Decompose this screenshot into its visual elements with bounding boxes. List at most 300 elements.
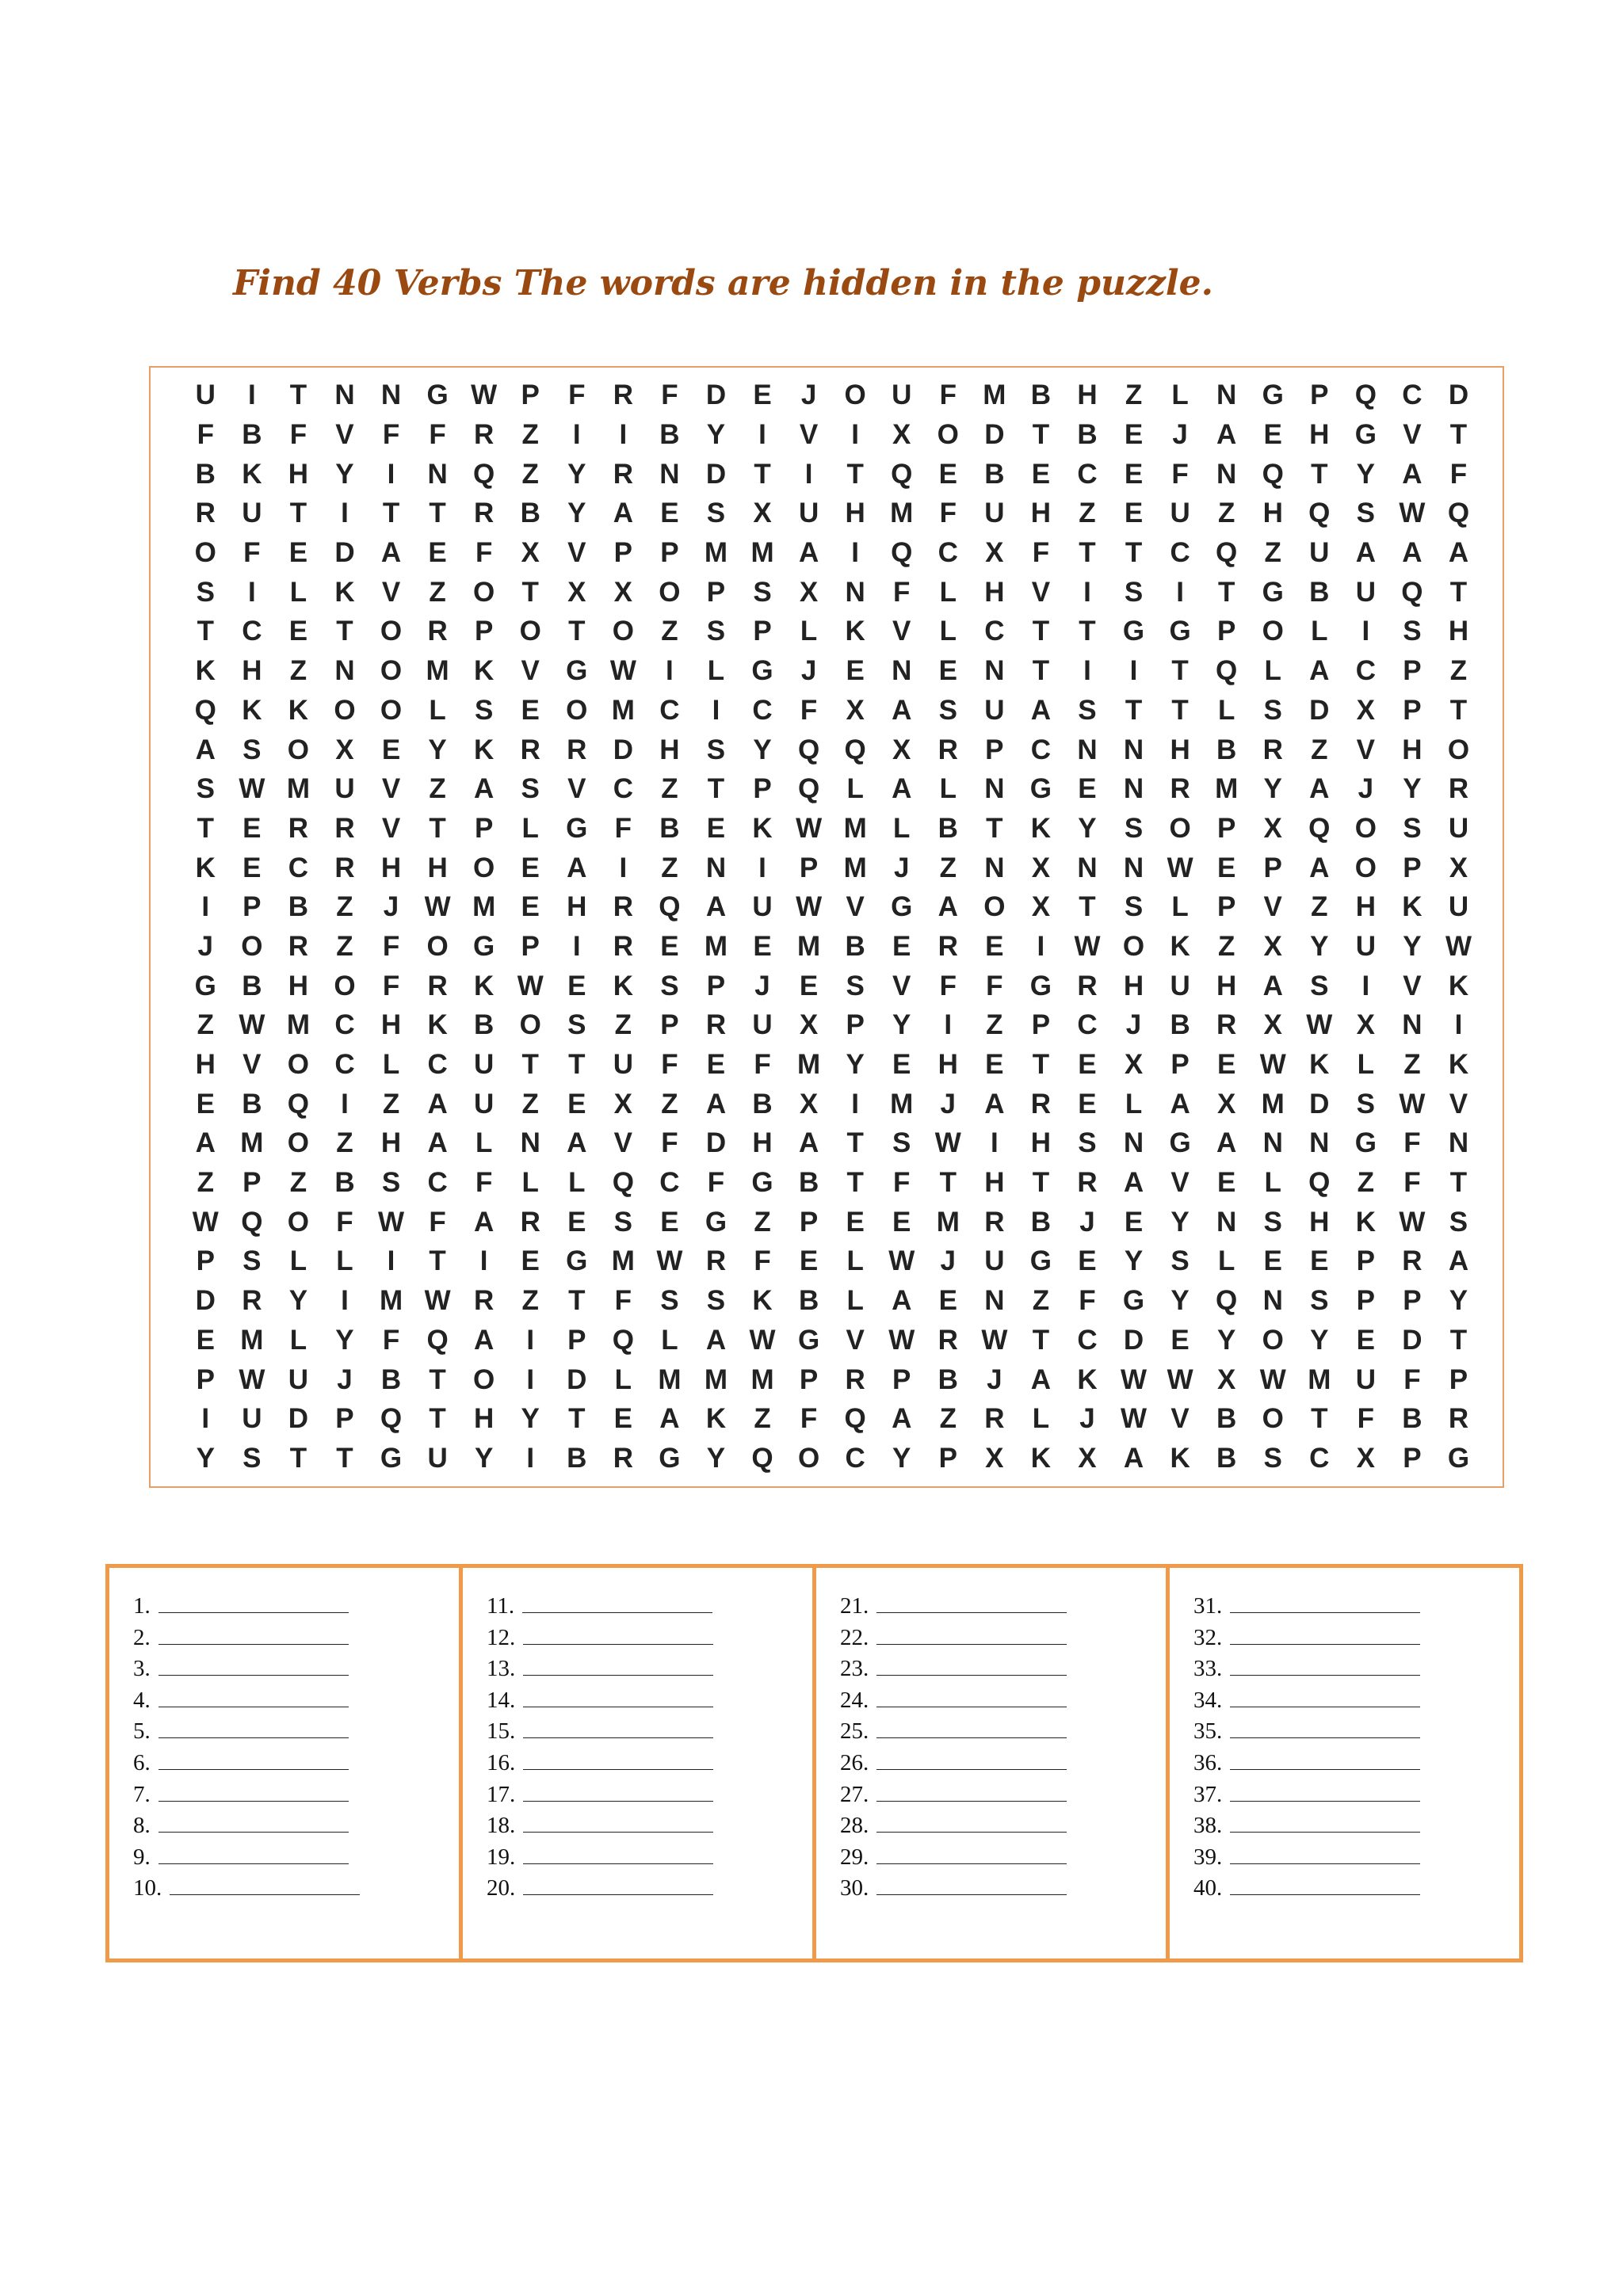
grid-letter[interactable]: H [288,970,309,1001]
answer-blank[interactable] [158,1810,349,1833]
grid-letter[interactable]: W [1167,1363,1193,1395]
grid-letter[interactable]: W [1259,1049,1286,1081]
grid-letter[interactable]: U [1355,576,1376,608]
grid-letter[interactable]: B [1216,734,1237,765]
grid-letter[interactable]: M [379,1285,403,1317]
grid-letter[interactable]: J [800,379,817,411]
grid-letter[interactable]: B [242,1088,262,1119]
grid-letter[interactable]: D [705,379,727,411]
answer-blank[interactable] [158,1622,349,1645]
grid-letter[interactable]: K [845,616,865,647]
grid-letter[interactable]: P [521,379,540,411]
grid-letter[interactable]: N [520,1127,540,1159]
grid-letter[interactable]: A [1402,537,1423,569]
grid-letter[interactable]: R [1077,1167,1098,1199]
grid-letter[interactable]: A [1309,655,1330,687]
grid-letter[interactable]: R [474,419,495,451]
grid-letter[interactable]: A [892,694,912,726]
grid-letter[interactable]: R [1216,1009,1237,1041]
grid-letter[interactable]: W [424,1285,451,1317]
grid-letter[interactable]: W [1445,930,1472,962]
grid-letter[interactable]: N [1123,734,1144,765]
grid-letter[interactable]: L [1264,1167,1281,1199]
grid-letter[interactable]: A [892,1285,912,1317]
grid-letter[interactable]: R [1262,734,1283,765]
grid-letter[interactable]: W [656,1245,683,1277]
answer-blank[interactable] [876,1779,1067,1802]
grid-letter[interactable]: U [752,891,773,923]
grid-letter[interactable]: V [1031,576,1051,608]
grid-letter[interactable]: P [938,1442,957,1474]
grid-letter[interactable]: Z [197,1167,214,1199]
grid-letter[interactable]: F [1357,1403,1375,1435]
grid-letter[interactable]: D [1309,694,1330,726]
grid-letter[interactable]: T [289,379,307,411]
grid-letter[interactable]: P [660,537,679,569]
grid-letter[interactable]: Y [288,1285,308,1317]
grid-letter[interactable]: S [938,694,957,726]
grid-letter[interactable]: M [1308,1363,1331,1395]
grid-letter[interactable]: F [614,812,632,844]
grid-letter[interactable]: I [1083,576,1091,608]
grid-letter[interactable]: E [567,1088,586,1119]
grid-letter[interactable]: O [380,694,403,726]
grid-letter[interactable]: Z [1125,379,1143,411]
answer-blank[interactable] [876,1841,1067,1864]
grid-letter[interactable]: P [1403,852,1422,883]
grid-letter[interactable]: Q [891,537,913,569]
grid-letter[interactable]: A [1030,1363,1052,1395]
grid-letter[interactable]: A [984,1088,1005,1119]
grid-letter[interactable]: X [1078,1442,1097,1474]
grid-letter[interactable]: Q [426,1324,449,1356]
grid-letter[interactable]: V [242,1049,262,1081]
grid-letter[interactable]: O [473,576,495,608]
answer-blank[interactable] [876,1653,1067,1676]
grid-letter[interactable]: H [288,458,309,490]
grid-letter[interactable]: F [1032,537,1050,569]
grid-letter[interactable]: F [382,930,400,962]
grid-letter[interactable]: E [1263,419,1282,451]
grid-letter[interactable]: E [706,1049,726,1081]
grid-letter[interactable]: S [381,1167,401,1199]
grid-letter[interactable]: X [1356,1009,1376,1041]
grid-letter[interactable]: L [614,1363,632,1395]
grid-letter[interactable]: D [195,1285,216,1317]
grid-letter[interactable]: O [334,694,356,726]
grid-letter[interactable]: W [609,655,636,687]
grid-letter[interactable]: L [707,655,725,687]
grid-letter[interactable]: S [521,773,540,805]
grid-letter[interactable]: U [1355,1363,1376,1395]
grid-letter[interactable]: P [1031,1009,1051,1041]
answer-blank[interactable] [523,1872,713,1895]
grid-letter[interactable]: L [800,616,818,647]
grid-letter[interactable]: X [1263,1009,1282,1041]
grid-letter[interactable]: V [892,970,911,1001]
grid-letter[interactable]: E [799,1245,819,1277]
grid-letter[interactable]: Y [1310,930,1329,962]
grid-letter[interactable]: F [382,1324,400,1356]
grid-letter[interactable]: H [1077,379,1098,411]
grid-letter[interactable]: I [990,1127,999,1159]
grid-letter[interactable]: X [1263,812,1282,844]
grid-letter[interactable]: P [335,1403,354,1435]
grid-letter[interactable]: H [752,1127,773,1159]
grid-letter[interactable]: N [380,379,402,411]
grid-letter[interactable]: L [1217,1245,1235,1277]
grid-letter[interactable]: Z [336,1127,353,1159]
grid-letter[interactable]: J [1079,1403,1095,1435]
grid-letter[interactable]: X [799,1088,819,1119]
grid-letter[interactable]: P [706,576,726,608]
grid-letter[interactable]: Q [844,1403,866,1435]
grid-letter[interactable]: O [1262,616,1284,647]
grid-letter[interactable]: T [429,1403,446,1435]
grid-letter[interactable]: F [1403,1127,1421,1159]
grid-letter[interactable]: O [983,891,1006,923]
grid-letter[interactable]: N [427,458,448,490]
grid-letter[interactable]: Z [754,1403,771,1435]
grid-letter[interactable]: A [798,537,819,569]
grid-letter[interactable]: C [427,1167,448,1199]
grid-letter[interactable]: N [1216,458,1237,490]
grid-letter[interactable]: R [984,1403,1005,1435]
grid-letter[interactable]: F [1171,458,1189,490]
grid-letter[interactable]: L [939,576,957,608]
grid-letter[interactable]: Q [1401,576,1423,608]
grid-letter[interactable]: L [1311,616,1328,647]
grid-letter[interactable]: V [381,812,401,844]
grid-letter[interactable]: C [1077,1324,1098,1356]
grid-letter[interactable]: F [661,1127,678,1159]
grid-letter[interactable]: O [380,655,403,687]
grid-letter[interactable]: L [1125,1088,1143,1119]
grid-letter[interactable]: T [939,1167,957,1199]
grid-letter[interactable]: Y [1449,1285,1468,1317]
grid-letter[interactable]: J [800,655,817,687]
grid-letter[interactable]: B [380,1363,402,1395]
grid-letter[interactable]: Y [892,1009,911,1041]
answer-blank[interactable] [1230,1779,1420,1802]
grid-letter[interactable]: G [1262,576,1284,608]
grid-letter[interactable]: U [474,1049,495,1081]
grid-letter[interactable]: L [939,616,957,647]
grid-letter[interactable]: N [892,655,912,687]
grid-letter[interactable]: T [1311,1403,1328,1435]
grid-letter[interactable]: J [940,1245,957,1277]
grid-letter[interactable]: C [752,694,773,726]
grid-letter[interactable]: G [705,1206,727,1238]
grid-letter[interactable]: O [241,930,263,962]
grid-letter[interactable]: N [1123,773,1144,805]
grid-letter[interactable]: T [1032,419,1050,451]
grid-letter[interactable]: R [613,458,633,490]
grid-letter[interactable]: N [845,576,865,608]
grid-letter[interactable]: Z [1311,734,1328,765]
grid-letter[interactable]: S [1356,498,1376,529]
grid-letter[interactable]: F [336,1206,353,1238]
grid-letter[interactable]: E [753,930,772,962]
grid-letter[interactable]: F [661,1049,678,1081]
grid-letter[interactable]: E [196,1088,215,1119]
grid-letter[interactable]: I [1176,576,1184,608]
grid-letter[interactable]: F [568,379,586,411]
grid-letter[interactable]: H [380,852,402,883]
answer-blank[interactable] [158,1747,349,1770]
grid-letter[interactable]: R [474,1285,495,1317]
grid-letter[interactable]: E [660,1206,679,1238]
grid-letter[interactable]: Q [1308,498,1331,529]
grid-letter[interactable]: O [844,379,866,411]
grid-letter[interactable]: W [1167,852,1193,883]
grid-letter[interactable]: M [750,537,774,569]
grid-letter[interactable]: E [892,930,911,962]
grid-letter[interactable]: K [334,576,355,608]
grid-letter[interactable]: A [659,1403,680,1435]
grid-letter[interactable]: Y [1403,773,1422,805]
grid-letter[interactable]: K [1309,1049,1330,1081]
grid-letter[interactable]: O [612,616,634,647]
grid-letter[interactable]: M [704,1363,728,1395]
answer-blank[interactable] [523,1747,713,1770]
grid-letter[interactable]: E [521,1245,540,1277]
grid-letter[interactable]: S [1356,1088,1376,1119]
grid-letter[interactable]: H [567,891,587,923]
grid-letter[interactable]: H [1216,970,1237,1001]
answer-blank[interactable] [523,1684,713,1707]
grid-letter[interactable]: F [382,419,400,451]
grid-letter[interactable]: T [429,498,446,529]
grid-letter[interactable]: N [984,1285,1005,1317]
grid-letter[interactable]: J [754,970,770,1001]
grid-letter[interactable]: E [1216,1167,1236,1199]
grid-letter[interactable]: Q [1262,458,1284,490]
grid-letter[interactable]: Z [382,1088,400,1119]
grid-letter[interactable]: S [613,1206,633,1238]
grid-letter[interactable]: A [567,852,587,883]
grid-letter[interactable]: I [758,419,766,451]
grid-letter[interactable]: P [1403,1285,1422,1317]
grid-letter[interactable]: O [287,1206,310,1238]
grid-letter[interactable]: M [240,1324,264,1356]
grid-letter[interactable]: U [752,1009,773,1041]
grid-letter[interactable]: Z [289,1167,307,1199]
grid-letter[interactable]: J [1358,773,1374,805]
grid-letter[interactable]: R [520,1206,540,1238]
grid-letter[interactable]: Q [797,773,820,805]
grid-letter[interactable]: K [1170,930,1190,962]
grid-letter[interactable]: W [1306,1009,1333,1041]
grid-letter[interactable]: Z [1357,1167,1375,1199]
grid-letter[interactable]: W [1259,1363,1286,1395]
grid-letter[interactable]: B [1309,576,1330,608]
grid-letter[interactable]: O [380,616,403,647]
answer-blank[interactable] [523,1810,713,1833]
grid-letter[interactable]: X [335,734,354,765]
grid-letter[interactable]: T [1125,537,1143,569]
grid-letter[interactable]: Q [844,734,866,765]
grid-letter[interactable]: M [936,1206,960,1238]
grid-letter[interactable]: J [383,891,399,923]
grid-letter[interactable]: T [1311,458,1328,490]
grid-letter[interactable]: T [1449,1167,1468,1199]
grid-letter[interactable]: I [479,1245,488,1277]
grid-letter[interactable]: C [613,773,633,805]
grid-letter[interactable]: E [938,655,957,687]
grid-letter[interactable]: Q [797,734,820,765]
grid-letter[interactable]: N [1262,1127,1283,1159]
grid-letter[interactable]: R [984,1206,1005,1238]
grid-letter[interactable]: A [474,1324,495,1356]
grid-letter[interactable]: F [429,419,446,451]
grid-letter[interactable]: E [846,1206,865,1238]
grid-letter[interactable]: G [751,1167,773,1199]
grid-letter[interactable]: M [240,1127,264,1159]
grid-letter[interactable]: M [750,1363,774,1395]
grid-letter[interactable]: S [567,1009,586,1041]
grid-letter[interactable]: C [1030,734,1052,765]
grid-letter[interactable]: R [334,812,355,844]
grid-letter[interactable]: C [1077,1009,1098,1041]
grid-letter[interactable]: J [1079,1206,1095,1238]
grid-letter[interactable]: F [800,1403,818,1435]
grid-letter[interactable]: E [1078,1245,1097,1277]
grid-letter[interactable]: Q [1308,1167,1331,1199]
grid-letter[interactable]: S [196,576,215,608]
grid-letter[interactable]: J [197,930,214,962]
grid-letter[interactable]: V [521,655,540,687]
grid-letter[interactable]: R [427,970,448,1001]
grid-letter[interactable]: I [247,576,256,608]
grid-letter[interactable]: Y [1216,1324,1236,1356]
grid-letter[interactable]: O [566,694,588,726]
grid-letter[interactable]: A [427,1127,448,1159]
grid-letter[interactable]: F [1449,458,1468,490]
grid-letter[interactable]: M [983,379,1006,411]
grid-letter[interactable]: Z [1217,930,1235,962]
grid-letter[interactable]: S [1124,576,1144,608]
grid-letter[interactable]: C [334,1009,355,1041]
grid-letter[interactable]: F [289,419,307,451]
grid-letter[interactable]: Y [1170,1206,1190,1238]
grid-letter[interactable]: J [1172,419,1188,451]
grid-letter[interactable]: F [754,1049,771,1081]
grid-letter[interactable]: R [705,1245,727,1277]
grid-letter[interactable]: N [1402,1009,1423,1041]
grid-letter[interactable]: I [619,419,628,451]
grid-letter[interactable]: S [892,1127,911,1159]
grid-letter[interactable]: P [799,852,819,883]
grid-letter[interactable]: F [243,537,261,569]
grid-letter[interactable]: K [1402,891,1423,923]
grid-letter[interactable]: D [288,1403,309,1435]
grid-letter[interactable]: S [1124,812,1144,844]
grid-letter[interactable]: P [1263,852,1282,883]
grid-letter[interactable]: I [526,1442,535,1474]
grid-letter[interactable]: Z [521,1285,539,1317]
grid-letter[interactable]: N [984,852,1005,883]
grid-letter[interactable]: P [196,1363,215,1395]
grid-letter[interactable]: V [1170,1167,1190,1199]
grid-letter[interactable]: T [336,616,353,647]
grid-letter[interactable]: G [1169,1127,1191,1159]
grid-letter[interactable]: U [798,498,819,529]
grid-letter[interactable]: Z [429,773,446,805]
grid-letter[interactable]: N [334,655,355,687]
grid-letter[interactable]: P [474,616,494,647]
grid-letter[interactable]: T [1449,576,1468,608]
grid-letter[interactable]: F [986,970,1003,1001]
grid-letter[interactable]: A [1216,419,1237,451]
grid-letter[interactable]: N [1216,379,1237,411]
grid-letter[interactable]: P [1356,1245,1376,1277]
grid-letter[interactable]: E [242,852,262,883]
grid-letter[interactable]: W [1399,1206,1426,1238]
grid-letter[interactable]: S [1310,1285,1329,1317]
grid-letter[interactable]: F [382,970,400,1001]
grid-letter[interactable]: R [1170,773,1190,805]
grid-letter[interactable]: I [666,655,674,687]
grid-letter[interactable]: M [890,1088,914,1119]
grid-letter[interactable]: W [796,891,823,923]
grid-letter[interactable]: G [1122,616,1145,647]
grid-letter[interactable]: I [1129,655,1138,687]
grid-letter[interactable]: U [242,1403,262,1435]
grid-letter[interactable]: M [426,655,449,687]
grid-letter[interactable]: P [1170,1049,1190,1081]
grid-letter[interactable]: J [337,1363,353,1395]
grid-letter[interactable]: T [197,812,214,844]
grid-letter[interactable]: T [336,1442,353,1474]
grid-letter[interactable]: V [846,1324,865,1356]
grid-letter[interactable]: U [195,379,216,411]
grid-letter[interactable]: C [334,1049,355,1081]
grid-letter[interactable]: U [474,1088,495,1119]
grid-letter[interactable]: B [659,812,680,844]
grid-letter[interactable]: Z [1264,537,1281,569]
grid-letter[interactable]: X [1449,852,1468,883]
grid-letter[interactable]: R [427,616,448,647]
grid-letter[interactable]: E [1078,1088,1097,1119]
grid-letter[interactable]: B [1216,1403,1237,1435]
grid-letter[interactable]: Z [521,419,539,451]
grid-letter[interactable]: S [242,1442,262,1474]
grid-letter[interactable]: K [1030,812,1052,844]
grid-letter[interactable]: D [705,1127,727,1159]
grid-letter[interactable]: X [892,419,911,451]
grid-letter[interactable]: M [797,930,821,962]
answer-blank[interactable] [523,1715,713,1738]
grid-letter[interactable]: T [1079,616,1096,647]
grid-letter[interactable]: Z [661,773,678,805]
grid-letter[interactable]: Y [335,1324,354,1356]
grid-letter[interactable]: E [196,1324,215,1356]
grid-letter[interactable]: U [1170,970,1190,1001]
grid-letter[interactable]: M [704,930,728,962]
grid-letter[interactable]: P [753,616,772,647]
grid-letter[interactable]: E [753,379,772,411]
grid-letter[interactable]: Q [751,1442,773,1474]
grid-letter[interactable]: B [1216,1442,1237,1474]
grid-letter[interactable]: M [286,773,310,805]
grid-letter[interactable]: D [334,537,355,569]
grid-letter[interactable]: P [799,1206,819,1238]
grid-letter[interactable]: E [521,694,540,726]
grid-letter[interactable]: Y [1310,1324,1329,1356]
grid-letter[interactable]: K [474,655,495,687]
grid-letter[interactable]: Y [1356,458,1376,490]
